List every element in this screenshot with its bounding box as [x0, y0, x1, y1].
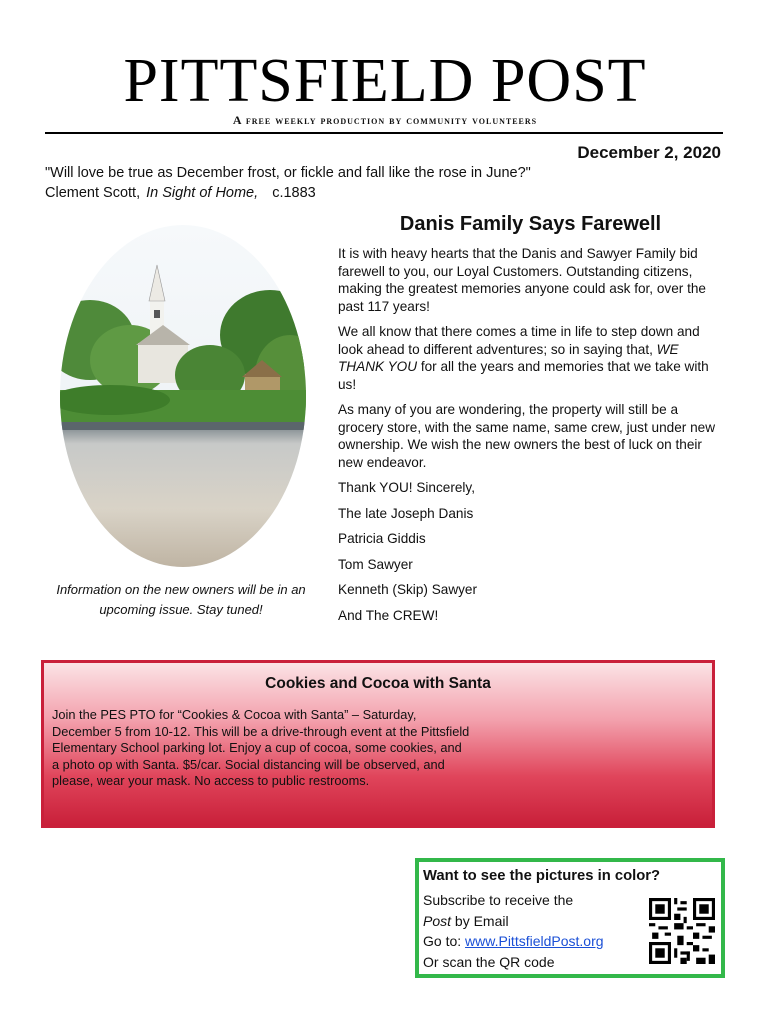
signature-line: And The CREW! — [338, 607, 439, 623]
article-body — [338, 245, 723, 632]
subscribe-line — [423, 931, 604, 952]
signature-line: Tom Sawyer — [338, 556, 413, 572]
epigraph-work: In Sight of Home, — [146, 185, 259, 201]
epigraph — [45, 163, 531, 203]
signature-line: Thank YOU! Sincerely, — [338, 480, 475, 495]
masthead-divider — [45, 132, 723, 134]
subscribe-text — [423, 890, 604, 972]
website-link[interactable]: www.PittsfieldPost.org — [465, 933, 604, 949]
article-paragraph: As many of you are wondering, the property will still be a grocery store, with the same name, same crew, just under new ownership. We wish the new owners the best of luck on their new endeavor. — [338, 402, 716, 470]
signature-line: Patricia Giddis — [338, 531, 426, 546]
subscribe-line — [423, 911, 604, 932]
epigraph-author: Clement Scott, — [45, 185, 141, 201]
masthead-title: PITTSFIELD POST — [123, 47, 647, 115]
signature-line: The late Joseph Danis — [338, 505, 474, 521]
epigraph-text: "Will love be true as December frost, or fickle and fall like the rose in June?" — [45, 165, 531, 181]
event-box — [41, 660, 715, 828]
issue-date: December 2, 2020 — [577, 143, 721, 162]
event-title: Cookies and Cocoa with Santa — [265, 675, 491, 692]
signature-line: Kenneth (Skip) Sawyer — [338, 582, 478, 597]
subscribe-line: Subscribe to receive the — [423, 892, 574, 908]
subscribe-line: Or scan the QR code — [423, 953, 555, 970]
article-text: We all know that there comes a time in life to step down and look ahead to different adventures; so in saying that, — [338, 324, 700, 357]
subscribe-box — [415, 858, 725, 978]
masthead-tagline: A free weekly production by community volunteers — [232, 113, 538, 127]
article-text: for all the years and memories that we take with us! — [338, 359, 709, 392]
photo-caption: Information on the new owners will be in an upcoming issue. Stay tuned! — [56, 582, 306, 617]
subscribe-title: Want to see the pictures in color? — [423, 868, 661, 884]
epigraph-year: c.1883 — [272, 185, 316, 201]
event-description: Join the PES PTO for “Cookies & Cocoa with Santa” – Saturday, December 5 from 10-12. This will be a drive-through event at the Pittsfield Elementary School parking lot. Enjoy a cup of cocoa, some cookies, and a photo op with Santa. $5/car. Social distancing will be observed, and please, wear your mask. No access to public restrooms. — [52, 707, 470, 788]
subscribe-emphasis: Post — [423, 912, 452, 929]
subscribe-text-span: by Email — [451, 912, 509, 929]
article-headline: Danis Family Says Farewell — [399, 213, 662, 235]
article-paragraph — [338, 323, 723, 393]
subscribe-label: Go to: — [423, 933, 466, 949]
qr-code-icon[interactable] — [649, 898, 715, 964]
article-emphasis: WE THANK YOU — [338, 341, 679, 374]
article-paragraph: It is with heavy hearts that the Danis and Sawyer Family bid farewell to you, our Loyal Customers. Outstanding citizens, making the greatest memories anyone could ask for, over the past 117 years! — [338, 246, 706, 314]
church-photo — [60, 225, 306, 567]
epigraph-source — [45, 183, 531, 203]
